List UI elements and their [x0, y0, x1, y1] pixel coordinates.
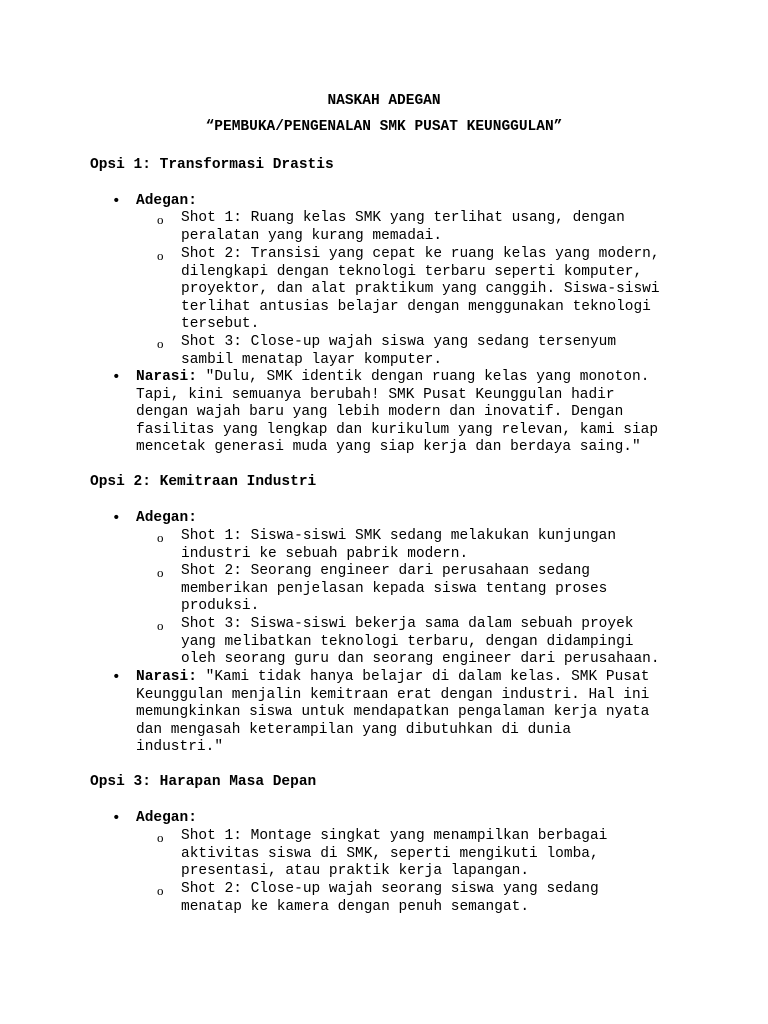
- bullet-icon: •: [112, 669, 121, 685]
- sub-bullet-icon: o: [157, 830, 164, 845]
- section-heading-opsi-3: Opsi 3: Harapan Masa Depan: [90, 774, 317, 790]
- doc-subtitle: “PEMBUKA/PENGENALAN SMK PUSAT KEUNGGULAN”: [205, 119, 563, 135]
- sub-bullet-icon: o: [157, 212, 164, 227]
- shot-item: Shot 2: Close-up wajah seorang siswa yang sedang menatap ke kamera dengan penuh semangat.: [181, 881, 599, 915]
- narasi-text: "Dulu, SMK identik dengan ruang kelas yang monoton. Tapi, kini semuanya berubah! SMK Pusat Keunggulan hadir dengan wajah baru yang lebih modern dan inovatif. Dengan fasilitas yang lengkap dan kurikulum yang relevan, kami siap mencetak generasi muda yang siap kerja dan berdaya saing.": [136, 369, 659, 456]
- shot-item: Shot 3: Close-up wajah siswa yang sedang tersenyum sambil menatap layar komputer.: [181, 334, 617, 368]
- shot-item: Shot 3: Siswa-siswi bekerja sama dalam sebuah proyek yang melibatkan teknologi terbaru, dengan didampingi oleh seorang guru dan seorang engineer dari perusahaan.: [181, 616, 660, 668]
- sub-bullet-icon: o: [157, 248, 164, 263]
- narasi-text: "Kami tidak hanya belajar di dalam kelas. SMK Pusat Keunggulan menjalin kemitraan erat dengan industri. Hal ini memungkinkan siswa untuk mendapatkan pengalaman kerja nyata dan mengasah keterampilan yang dibutuhkan di dunia industri.": [136, 669, 650, 756]
- shot-item: Shot 1: Siswa-siswi SMK sedang melakukan kunjungan industri ke sebuah pabrik modern.: [181, 528, 617, 562]
- narasi-paragraph: [136, 369, 696, 457]
- shot-item: Shot 1: Ruang kelas SMK yang terlihat usang, dengan peralatan yang kurang memadai.: [181, 210, 625, 244]
- section-heading-opsi-2: Opsi 2: Kemitraan Industri: [90, 474, 317, 490]
- shot-item: Shot 2: Seorang engineer dari perusahaan sedang memberikan penjelasan kepada siswa tentang proses produksi.: [181, 563, 608, 615]
- section-heading-opsi-1: Opsi 1: Transformasi Drastis: [90, 157, 334, 173]
- narasi-label: Narasi:: [136, 669, 197, 685]
- bullet-icon: •: [112, 810, 121, 826]
- shot-item: Shot 2: Transisi yang cepat ke ruang kelas yang modern, dilengkapi dengan teknologi terbaru seperti komputer, proyektor, dan alat praktikum yang canggih. Siswa-siswi terlihat antusias belajar dengan menggunakan teknologi tersebut.: [181, 246, 660, 333]
- sub-bullet-icon: o: [157, 565, 164, 580]
- narasi-label: Narasi:: [136, 369, 197, 385]
- sub-bullet-icon: o: [157, 336, 164, 351]
- sub-bullet-icon: o: [157, 883, 164, 898]
- doc-title: NASKAH ADEGAN: [327, 93, 441, 109]
- bullet-icon: •: [112, 369, 121, 385]
- adegan-label: Adegan:: [136, 193, 197, 209]
- adegan-label: Adegan:: [136, 510, 197, 526]
- bullet-icon: •: [112, 193, 121, 209]
- sub-bullet-icon: o: [157, 618, 164, 633]
- shot-item: Shot 1: Montage singkat yang menampilkan berbagai aktivitas siswa di SMK, seperti mengikuti lomba, presentasi, atau praktik kerja lapangan.: [181, 828, 608, 880]
- sub-bullet-icon: o: [157, 530, 164, 545]
- adegan-label: Adegan:: [136, 810, 197, 826]
- bullet-icon: •: [112, 510, 121, 526]
- narasi-paragraph: [136, 669, 696, 757]
